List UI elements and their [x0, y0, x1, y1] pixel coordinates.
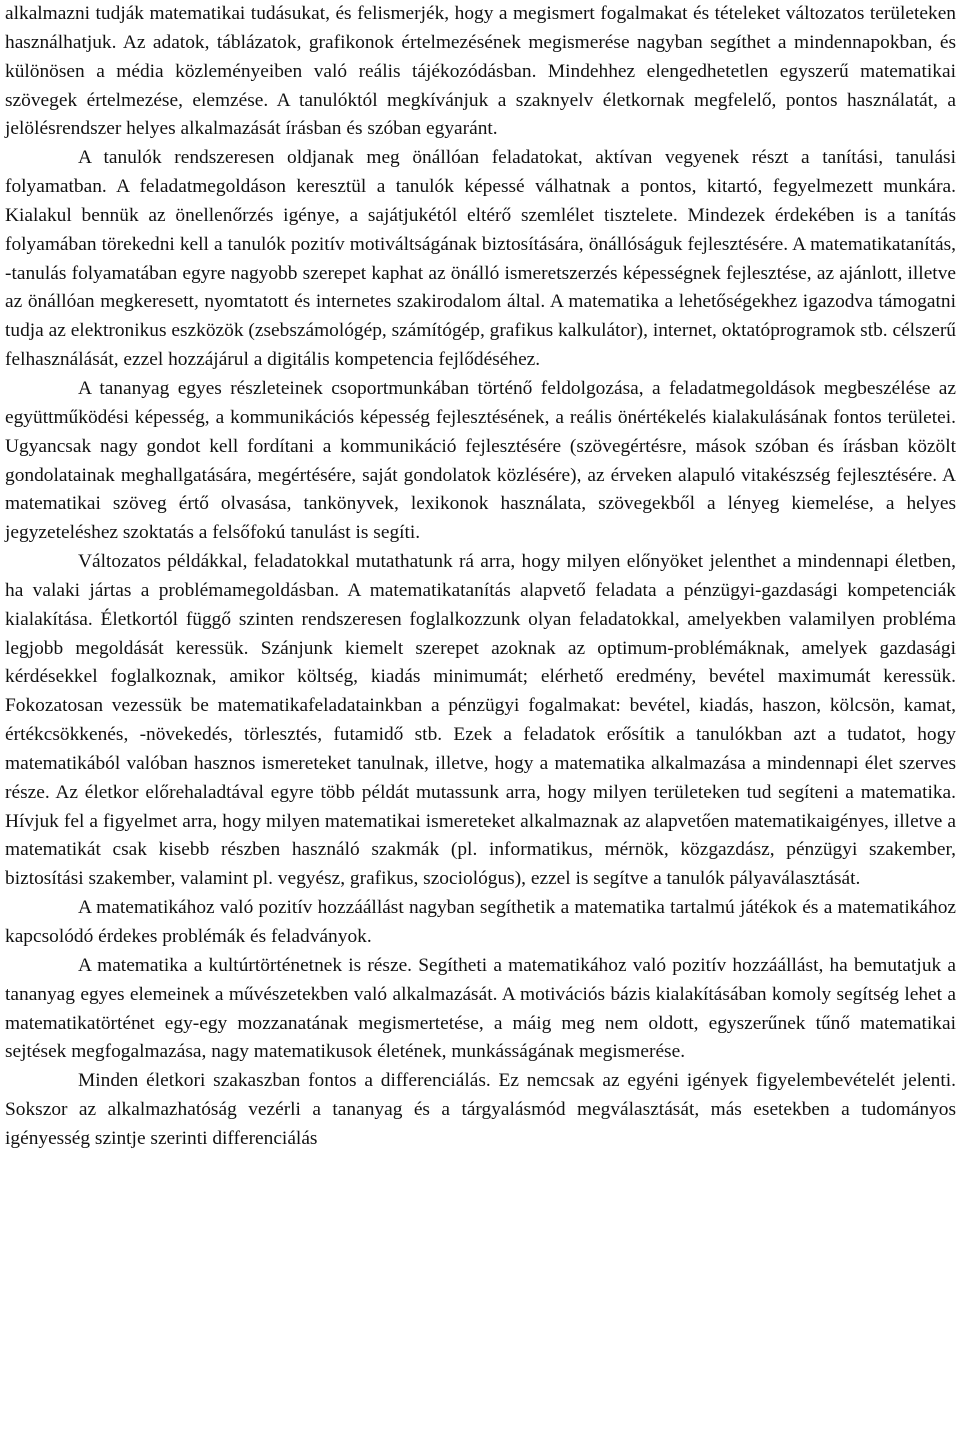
- paragraph-5: A matematikához való pozitív hozzáállást nagyban segíthetik a matematika tartalmú játékok és a matematikához kapcsolódó érdekes problémák és feladványok.: [5, 897, 956, 947]
- paragraph-7: Minden életkori szakaszban fontos a differenciálás. Ez nemcsak az egyéni igények figyelembevételét jelenti. Sokszor az alkalmazhatóság vezérli a tananyag és a tárgyalásmód megválasztását, más esetekben a tudományos igényesség szintje szerinti differenciálás: [5, 1070, 956, 1149]
- paragraph-2: A tanulók rendszeresen oldjanak meg önállóan feladatokat, aktívan vegyenek részt a tanítási, tanulási folyamatban. A feladatmegoldáson keresztül a tanulók képessé válhatnak a pontos, kitartó, fegyelmezett munkára. Kialakul bennük az önellenőrzés igénye, a sajátjukétól eltérő szemlélet tisztelete. Mindezek érdekében is a tanítás folyamában törekedni kell a tanulók pozitív motiváltságának biztosítására, önállóságuk fejlesztésére. A matematikatanítás, -tanulás folyamatában egyre nagyobb szerepet kaphat az önálló ismeretszerzés képességnek fejlesztése, az ajánlott, illetve az önállóan megkeresett, nyomtatott és internetes szakirodalom által. A matematika a lehetőségekhez igazodva támogatni tudja az elektronikus eszközök (zsebszámológép, számítógép, grafikus kalkulátor), internet, oktatóprogramok stb. célszerű felhasználását, ezzel hozzájárul a digitális kompetencia fejlődéséhez.: [5, 147, 956, 371]
- paragraph-1: alkalmazni tudják matematikai tudásukat, és felismerjék, hogy a megismert fogalmakat és tételeket változatos területeken használhatjuk. Az adatok, táblázatok, grafikonok értelmezésének megismerése nagyban segíthet a mindennapokban, és különösen a média közleményeiben való reális tájékozódásban. Mindehhez elengedhetetlen egyszerű matematikai szövegek értelmezése, elemzése. A tanulóktól megkívánjuk a szaknyelv életkornak megfelelő, pontos használatát, a jelölésrendszer helyes alkalmazását írásban és szóban egyaránt.: [5, 3, 956, 140]
- paragraph-4: Változatos példákkal, feladatokkal mutathatunk rá arra, hogy milyen előnyöket jelenthet a mindennapi életben, ha valaki jártas a problémamegoldásban. A matematikatanítás alapvető feladata a pénzügyi-gazdasági kompetenciák kialakítása. Életkortól függő szinten rendszeresen foglalkozzunk olyan feladatokkal, amelyekben valamilyen probléma legjobb megoldását keressük. Szánjunk kiemelt szerepet azoknak az optimum-problémáknak, amelyek gazdasági kérdésekkel foglalkoznak, amikor költség, kiadás minimumát; elérhető eredmény, bevétel maximumát keressük. Fokozatosan vezessük be matematikafeladatainkban a pénzügyi fogalmakat: bevétel, kiadás, haszon, kölcsön, kamat, értékcsökkenés, -növekedés, törlesztés, futamidő stb. Ezek a feladatok erősítik a tanulókban azt a tudatot, hogy matematikából valóban hasznos ismereteket tanulnak, illetve, hogy a matematika alkalmazása a mindennapi élet szerves része. Az életkor előrehaladtával egyre több példát mutassunk arra, hogy milyen területeken tud segíteni a matematika. Hívjuk fel a figyelmet arra, hogy milyen matematikai ismereteket alkalmaznak az alapvetően matematikaigényes, illetve a matematikát csak kisebb részben használó szakmák (pl. informatikus, mérnök, közgazdász, pénzügyi szakember, biztosítási szakember, valamint pl. vegyész, grafikus, szociológus), ezzel is segítve a tanulók pályaválasztását.: [5, 551, 956, 890]
- paragraph-3: A tananyag egyes részleteinek csoportmunkában történő feldolgozása, a feladatmegoldások megbeszélése az együttműködési képesség, a kommunikációs képesség fejlesztésének, a reális önértékelés kialakulásának fontos területei. Ugyancsak nagy gondot kell fordítani a kommunikáció fejlesztésére (szövegértésre, mások szóban és írásban közölt gondolatainak meghallgatására, megértésére, saját gondolatok közlésére), az érveken alapuló vitakészség fejlesztésére. A matematikai szöveg értő olvasása, tankönyvek, lexikonok használata, szövegekből a lényeg kiemelése, a helyes jegyzeteléshez szoktatás a felsőfokú tanulást is segíti.: [5, 377, 956, 544]
- paragraph-6: A matematika a kultúrtörténetnek is része. Segítheti a matematikához való pozitív hozzáállást, ha bemutatjuk a tananyag egyes elemeinek a művészetekben való alkalmazását. A motivációs bázis kialakításában komoly segítség lehet a matematikatörténet egy-egy mozzanatának megismertetése, a máig meg nem oldott, egyszerűnek tűnő matematikai sejtések megfogalmazása, nagy matematikusok életének, munkásságának megismerése.: [5, 954, 956, 1063]
